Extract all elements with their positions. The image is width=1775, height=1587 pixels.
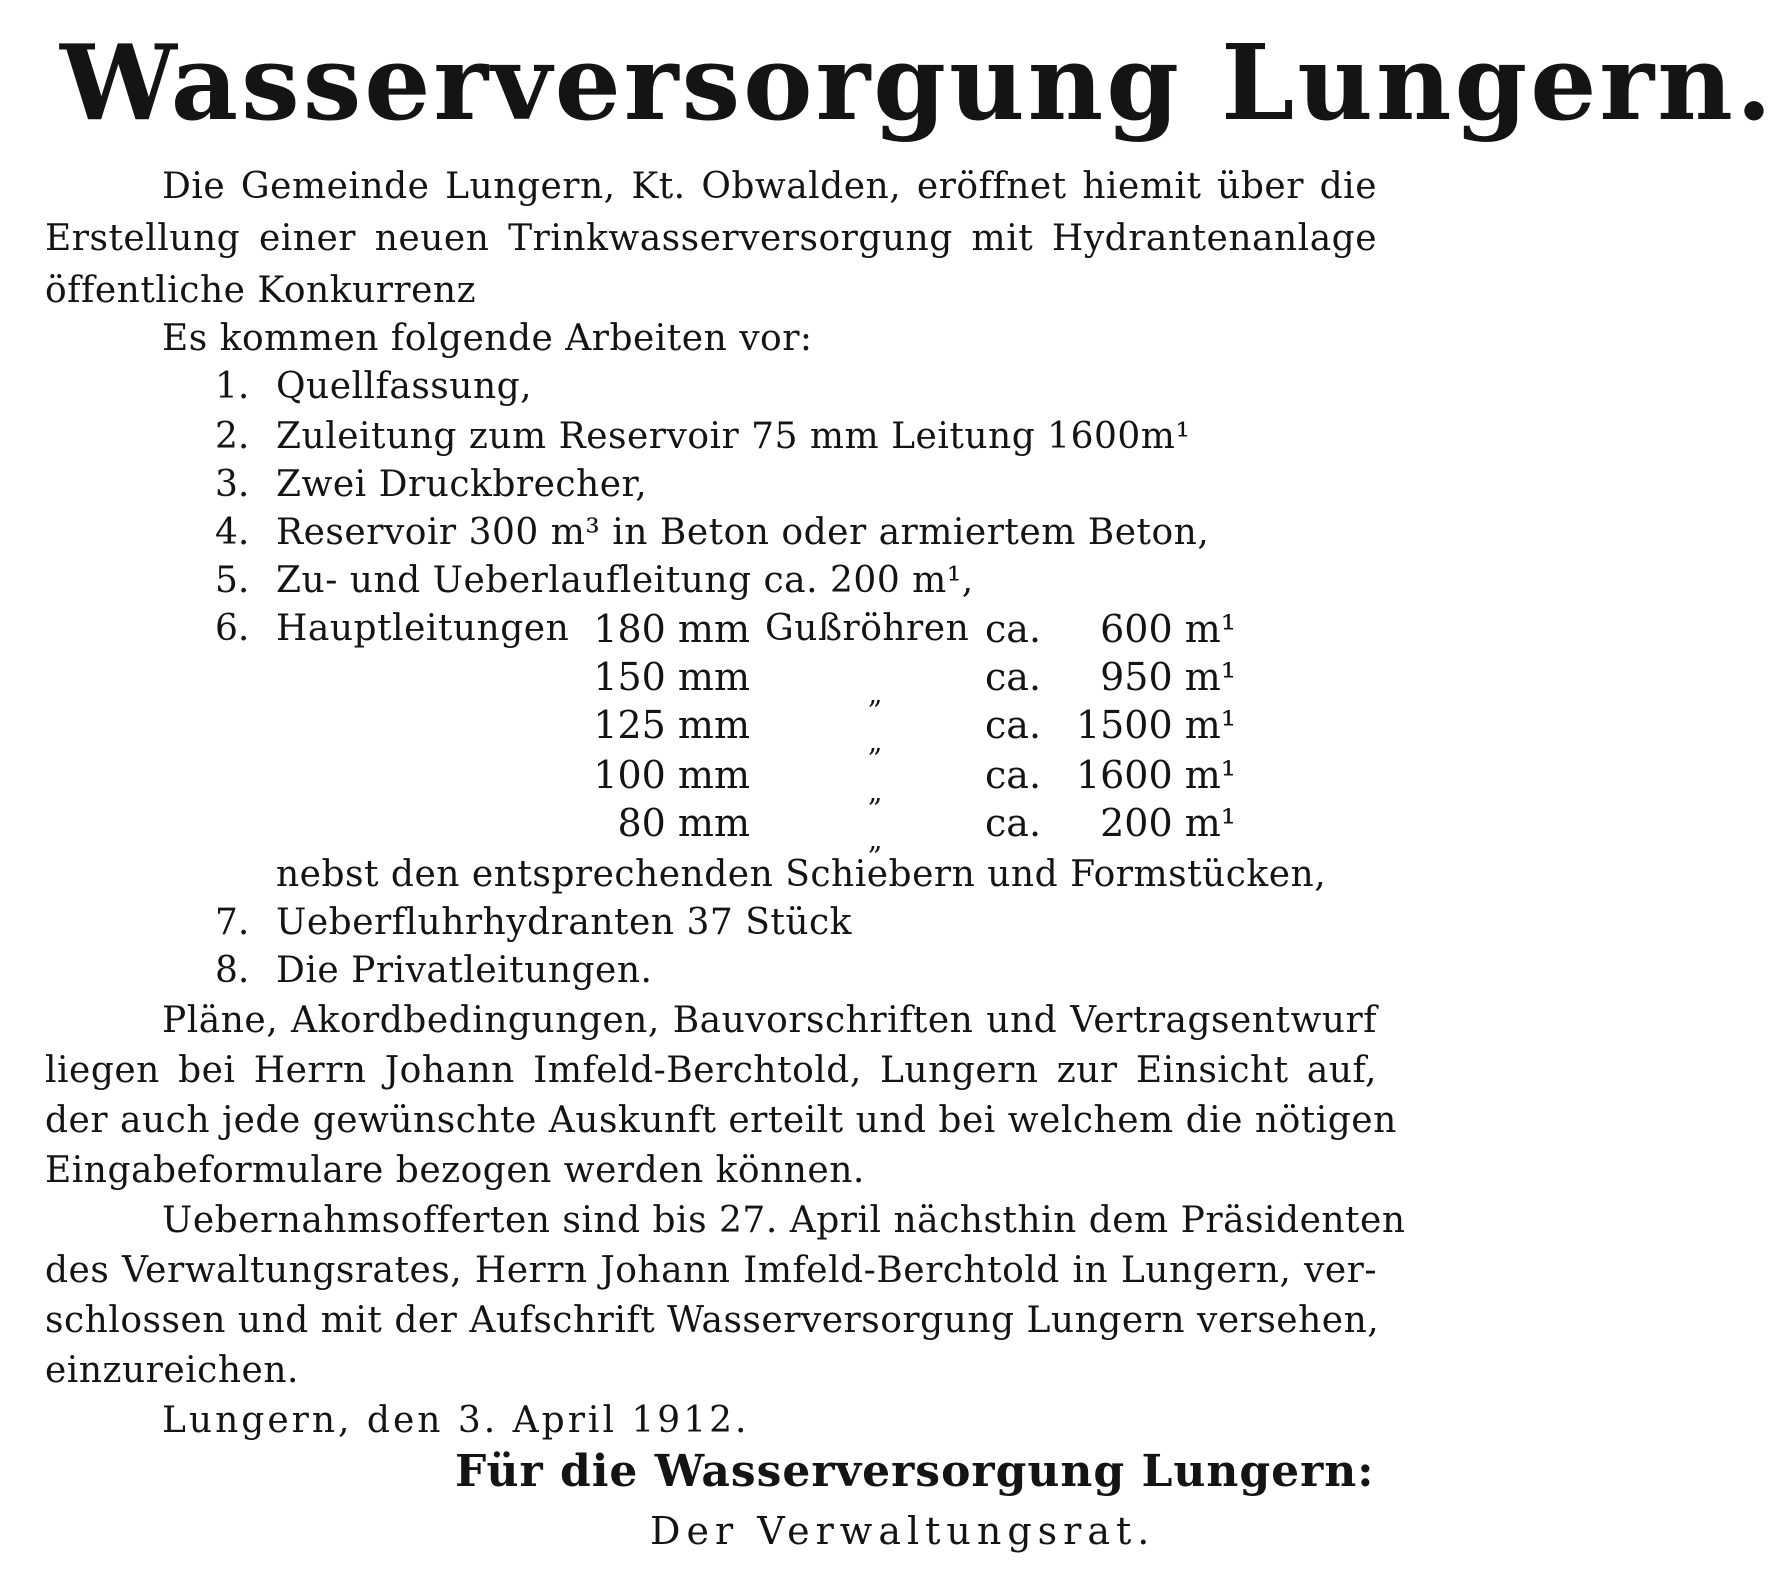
intro-line-1: Die Gemeinde Lungern, Kt. Obwalden, eröffnet hiemit über die — [162, 166, 1377, 207]
item-text: Zuleitung zum Reservoir 75 mm Leitung 1600m¹ — [276, 416, 1191, 457]
item-number: 3. — [215, 464, 250, 505]
pipe-length: 950 m¹ — [1100, 655, 1236, 699]
pipe-diameter: 125 mm — [593, 703, 750, 747]
item-number: 2. — [215, 416, 250, 457]
item-text: Zwei Druckbrecher, — [276, 464, 648, 505]
plans-line-4: Eingabeformulare bezogen werden können. — [45, 1150, 865, 1191]
pipe-length: 1500 m¹ — [1075, 703, 1236, 747]
item-number: 8. — [215, 950, 250, 991]
notice-title: Wasserversorgung Lungern. — [60, 21, 1775, 144]
approx-label: ca. — [985, 753, 1042, 797]
item-text: Zu- und Ueberlaufleitung ca. 200 m¹, — [276, 560, 974, 601]
item-text: Die Privatleitungen. — [276, 950, 653, 991]
item-number: 4. — [215, 512, 250, 553]
offers-line-2: des Verwaltungsrates, Herrn Johann Imfeld-Berchtold in Lungern, ver- — [45, 1250, 1377, 1291]
intro-line-3: öffentliche Konkurrenz — [45, 270, 477, 311]
plans-line-3: der auch jede gewünschte Auskunft erteilt und bei welchem die nötigen — [45, 1100, 1397, 1141]
approx-label: ca. — [985, 801, 1042, 845]
item-text: Quellfassung, — [276, 366, 533, 407]
ditto-mark: „ — [868, 677, 883, 710]
signature-body: Der Verwaltungsrat. — [650, 1509, 1156, 1553]
item-number: 7. — [215, 902, 250, 943]
ditto-mark: „ — [868, 823, 883, 856]
pipe-diameter: 150 mm — [593, 655, 750, 699]
item-number: 1. — [215, 366, 250, 407]
ditto-mark: „ — [868, 775, 883, 808]
item-text: Reservoir 300 m³ in Beton oder armiertem Beton, — [276, 512, 1210, 553]
plans-line-2: liegen bei Herrn Johann Imfeld-Berchtold, Lungern zur Einsicht auf, — [45, 1050, 1377, 1091]
pipe-length: 600 m¹ — [1100, 607, 1236, 651]
offers-line-1: Uebernahmsofferten sind bis 27. April nächsthin dem Präsidenten — [162, 1200, 1406, 1241]
approx-label: ca. — [985, 655, 1042, 699]
approx-label: ca. — [985, 607, 1042, 651]
pipe-diameter: 100 mm — [593, 753, 750, 797]
offers-line-4: einzureichen. — [45, 1350, 299, 1391]
signature-heading: Für die Wasserversorgung Lungern: — [455, 1446, 1375, 1497]
pipe-diameter: 180 mm — [593, 607, 750, 651]
ditto-mark: „ — [868, 725, 883, 758]
works-heading: Es kommen folgende Arbeiten vor: — [162, 318, 813, 359]
item-number: 6. — [215, 608, 250, 649]
mains-label: Hauptleitungen — [276, 608, 570, 649]
mains-note: nebst den entsprechenden Schiebern und Formstücken, — [276, 854, 1327, 895]
pipe-diameter: 80 mm — [617, 801, 750, 845]
approx-label: ca. — [985, 703, 1042, 747]
intro-line-2: Erstellung einer neuen Trinkwasserversorgung mit Hydrantenanlage — [45, 218, 1377, 259]
offers-line-3: schlossen und mit der Aufschrift Wasserversorgung Lungern versehen, — [45, 1300, 1380, 1341]
item-text: Ueberfluhrhydranten 37 Stück — [276, 902, 852, 943]
pipe-length: 200 m¹ — [1100, 801, 1236, 845]
pipe-length: 1600 m¹ — [1075, 753, 1236, 797]
place-date: Lungern, den 3. April 1912. — [162, 1400, 750, 1441]
item-number: 5. — [215, 560, 250, 601]
pipe-material: Gußröhren — [765, 608, 970, 649]
plans-line-1: Pläne, Akordbedingungen, Bauvorschriften und Vertragsentwurf — [162, 1000, 1377, 1041]
